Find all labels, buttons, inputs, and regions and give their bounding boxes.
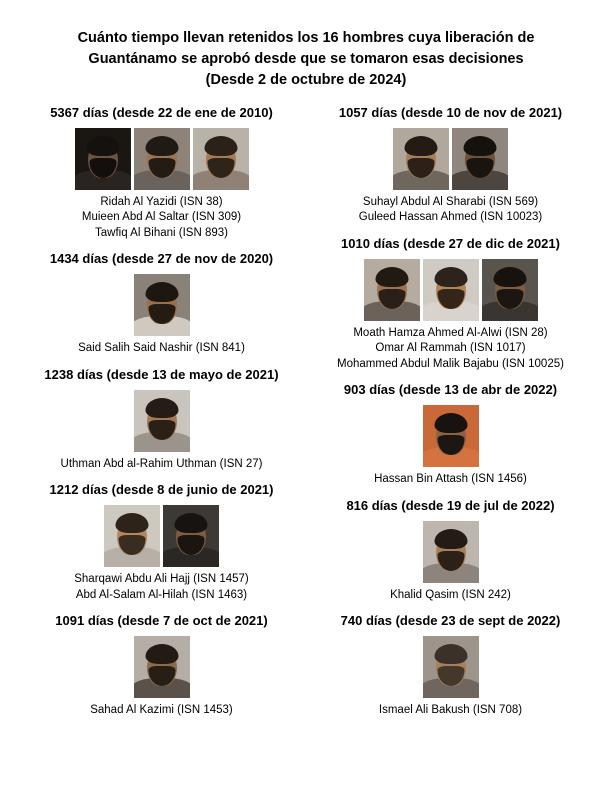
detainee-name: Tawfiq Al Bihani (ISN 893) bbox=[95, 226, 228, 239]
photo-row bbox=[364, 259, 538, 321]
detainee-photo bbox=[423, 259, 479, 321]
group-duration-heading: 740 días (desde 23 de sept de 2022) bbox=[340, 613, 561, 629]
detainee-photo bbox=[104, 505, 160, 567]
group-duration-heading: 1238 días (desde 13 de mayo de 2021) bbox=[44, 366, 279, 382]
detainee-photo bbox=[134, 128, 190, 190]
detainee-names bbox=[337, 326, 564, 373]
detainee-group bbox=[22, 101, 301, 243]
detainee-group bbox=[311, 609, 590, 720]
photo-row bbox=[423, 521, 479, 583]
detainee-name: Khalid Qasim (ISN 242) bbox=[390, 588, 511, 601]
detainee-name: Suhayl Abdul Al Sharabi (ISN 569) bbox=[362, 195, 539, 208]
group-duration-heading: 1010 días (desde 27 de dic de 2021) bbox=[341, 235, 560, 251]
detainee-names bbox=[74, 572, 249, 603]
detainee-photo bbox=[423, 636, 479, 698]
detainee-names bbox=[359, 195, 542, 226]
detainee-names bbox=[82, 195, 241, 242]
detainee-name: Said Salih Said Nashir (ISN 841) bbox=[78, 342, 245, 355]
column-left bbox=[22, 101, 301, 725]
detainee-group bbox=[311, 101, 590, 228]
detainee-group bbox=[311, 378, 590, 489]
detainee-photo bbox=[134, 274, 190, 336]
photo-row bbox=[104, 505, 219, 567]
detainee-group bbox=[22, 478, 301, 605]
detainee-name: Muieen Abd Al Saltar (ISN 309) bbox=[81, 211, 242, 224]
detainee-photo bbox=[134, 390, 190, 452]
detainee-name: Sahad Al Kazimi (ISN 1453) bbox=[90, 704, 233, 717]
detainee-group bbox=[311, 232, 590, 374]
detainee-photo bbox=[423, 521, 479, 583]
detainee-name: Ridah Al Yazidi (ISN 38) bbox=[100, 195, 223, 208]
detainee-photo bbox=[163, 505, 219, 567]
photo-row bbox=[393, 128, 508, 190]
photo-row bbox=[75, 128, 249, 190]
detainee-photo bbox=[482, 259, 538, 321]
detainee-group bbox=[311, 494, 590, 605]
detainee-names bbox=[78, 341, 245, 357]
detainee-columns bbox=[22, 101, 590, 725]
detainee-photo bbox=[193, 128, 249, 190]
detainee-photo bbox=[75, 128, 131, 190]
detainee-name: Abd Al-Salam Al-Hilah (ISN 1463) bbox=[75, 588, 248, 601]
group-duration-heading: 1212 días (desde 8 de junio de 2021) bbox=[49, 482, 274, 498]
detainee-photo bbox=[452, 128, 508, 190]
detainee-names bbox=[61, 457, 263, 473]
detainee-name: Hassan Bin Attash (ISN 1456) bbox=[374, 473, 527, 486]
column-right bbox=[311, 101, 590, 725]
detainee-name: Mohammed Abdul Malik Bajabu (ISN 10025) bbox=[337, 357, 564, 370]
detainee-name: Guleed Hassan Ahmed (ISN 10023) bbox=[358, 211, 543, 224]
detainee-name: Omar Al Rammah (ISN 1017) bbox=[375, 342, 526, 355]
page-title-line-2: Guantánamo se aprobó desde que se tomaron esas decisiones bbox=[88, 51, 524, 68]
detainee-name: Uthman Abd al-Rahim Uthman (ISN 27) bbox=[60, 457, 263, 470]
group-duration-heading: 1091 días (desde 7 de oct de 2021) bbox=[55, 613, 268, 629]
page-title-line-3: (Desde 2 de octubre de 2024) bbox=[205, 72, 407, 89]
photo-row bbox=[423, 636, 479, 698]
detainee-name: Ismael Ali Bakush (ISN 708) bbox=[378, 704, 523, 717]
page-title bbox=[30, 28, 582, 91]
group-duration-heading: 1057 días (desde 10 de nov de 2021) bbox=[338, 105, 563, 121]
detainee-photo bbox=[134, 636, 190, 698]
detainee-names bbox=[374, 472, 527, 488]
detainee-group bbox=[22, 363, 301, 474]
detainee-group bbox=[22, 247, 301, 358]
group-duration-heading: 816 días (desde 19 de jul de 2022) bbox=[346, 497, 555, 513]
photo-row bbox=[134, 636, 190, 698]
detainee-names bbox=[379, 703, 522, 719]
detainee-photo bbox=[364, 259, 420, 321]
detainee-name: Sharqawi Abdu Ali Hajj (ISN 1457) bbox=[74, 573, 249, 586]
detainee-name: Moath Hamza Ahmed Al-Alwi (ISN 28) bbox=[353, 326, 548, 339]
detainee-photo bbox=[423, 405, 479, 467]
photo-row bbox=[134, 274, 190, 336]
detainee-photo bbox=[393, 128, 449, 190]
photo-row bbox=[134, 390, 190, 452]
group-duration-heading: 5367 días (desde 22 de ene de 2010) bbox=[50, 105, 273, 121]
photo-row bbox=[423, 405, 479, 467]
page-title-line-1: Cuánto tiempo llevan retenidos los 16 hombres cuya liberación de bbox=[77, 30, 535, 46]
detainee-names bbox=[390, 588, 511, 604]
detainee-group bbox=[22, 609, 301, 720]
group-duration-heading: 903 días (desde 13 de abr de 2022) bbox=[343, 382, 558, 398]
group-duration-heading: 1434 días (desde 27 de nov de 2020) bbox=[49, 251, 274, 267]
detainee-names bbox=[90, 703, 233, 719]
